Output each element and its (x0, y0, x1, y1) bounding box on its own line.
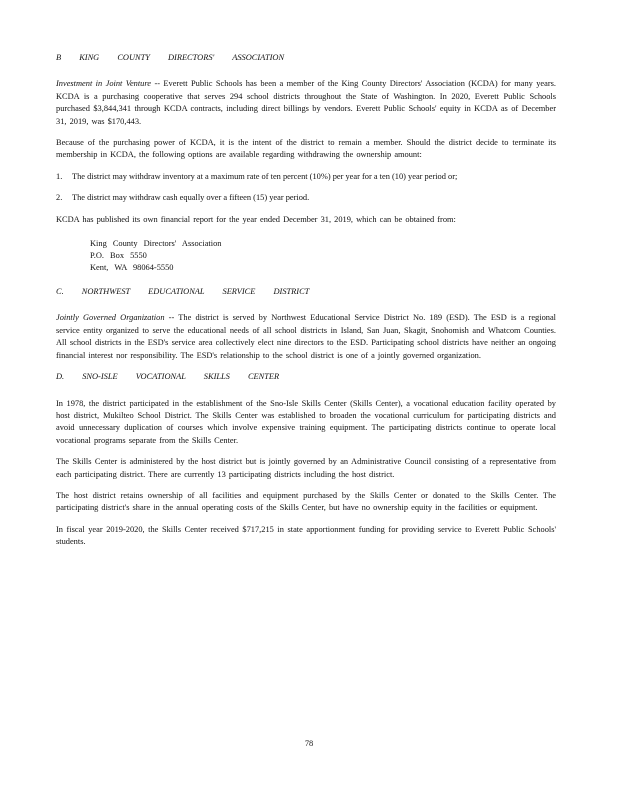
section-d-paragraph-2: The Skills Center is administered by the host district but is jointly governed by an Administrative Council consisting of a representative from each participating district. There are currently 13 participating districts including the host district. (56, 457, 556, 479)
list-item-2 (56, 192, 556, 204)
list-item-1 (56, 171, 556, 183)
address-line-2: P.O. Box 5550 (90, 251, 147, 261)
section-c-heading: C. NORTHWEST EDUCATIONAL SERVICE DISTRICT (56, 287, 310, 297)
section-b-paragraph-2: Because of the purchasing power of KCDA, it is the intent of the district to remain a member. Should the district decide to terminate its membership in KCDA, the following options are available regarding withdrawing the ownership amount: (56, 138, 556, 160)
section-b-paragraph-3: KCDA has published its own financial report for the year ended December 31, 2019, which can be obtained from: (56, 214, 456, 224)
kcda-address (90, 238, 556, 274)
section-c-paragraph-1-text: -- The district is served by Northwest Educational Service District No. 189 (ESD). The ESD is a regional service entity organized to serve the educational needs of all school districts in Island, San Juan, Skagit, Snohomish and Whatcom Counties. All school districts in the ESD's service area collectively elect nine directors to the ESD. Participating school districts have neither an ongoing financial interest nor responsibility. The ESD's relationship to the school district is one of a jointly governed organization. (56, 313, 556, 360)
section-c-lead: Jointly Governed Organization (56, 313, 165, 323)
section-d-heading: D. SNO-ISLE VOCATIONAL SKILLS CENTER (56, 372, 280, 382)
address-line-3: Kent, WA 98064-5550 (90, 263, 174, 273)
list-item-1-text: The district may withdraw inventory at a maximum rate of ten percent (10%) per year for a ten (10) year period or; (72, 171, 458, 181)
section-b-heading: B KING COUNTY DIRECTORS' ASSOCIATION (56, 53, 285, 62)
section-d-paragraph-4: In fiscal year 2019-2020, the Skills Center received $717,215 in state apportionment funding for providing service to Everett Public Schools' students. (56, 524, 556, 547)
section-c-paragraph-1 (56, 312, 556, 362)
list-item-2-text: The district may withdraw cash equally over a fifteen (15) year period. (72, 193, 310, 203)
address-line-1: King County Directors' Association (90, 239, 222, 249)
list-item-2-number: 2. (56, 193, 63, 203)
page-number: 78 (304, 739, 314, 748)
document-page (56, 52, 556, 558)
section-b-lead: Investment in Joint Venture (56, 79, 152, 89)
section-b-paragraph-1-text: -- Everett Public Schools has been a member of the King County Directors' Association (KCDA) for many years. KCDA is a purchasing cooperative that serves 294 school districts throughout the State of Washington. In 2020, Everett Public Schools purchased $3,844,341 through KCDA contracts, including direct billings by vendors. Everett Public Schools' equity in KCDA as of December 31, 2019, was $170,443. (56, 79, 556, 126)
section-b-paragraph-1 (56, 78, 556, 128)
list-item-1-number: 1. (56, 171, 63, 181)
section-d-paragraph-3: The host district retains ownership of all facilities and equipment purchased by the Skills Center or donated to the Skills Center. The participating district's share in the annual operating costs of the Skills Center, but have no ownership equity in the facilities or equipment. (56, 490, 556, 513)
section-d-paragraph-1: In 1978, the district participated in the establishment of the Sno-Isle Skills Center (Skills Center), a vocational education facility operated by host district, Mukilteo School District. The Skills Center was established to broaden the vocational curriculum for participating districts and avoid unnecessary duplication of courses which involve expensive training equipment. The participating districts continue to operate local vocational programs separate from the Skills Center. (56, 398, 556, 445)
